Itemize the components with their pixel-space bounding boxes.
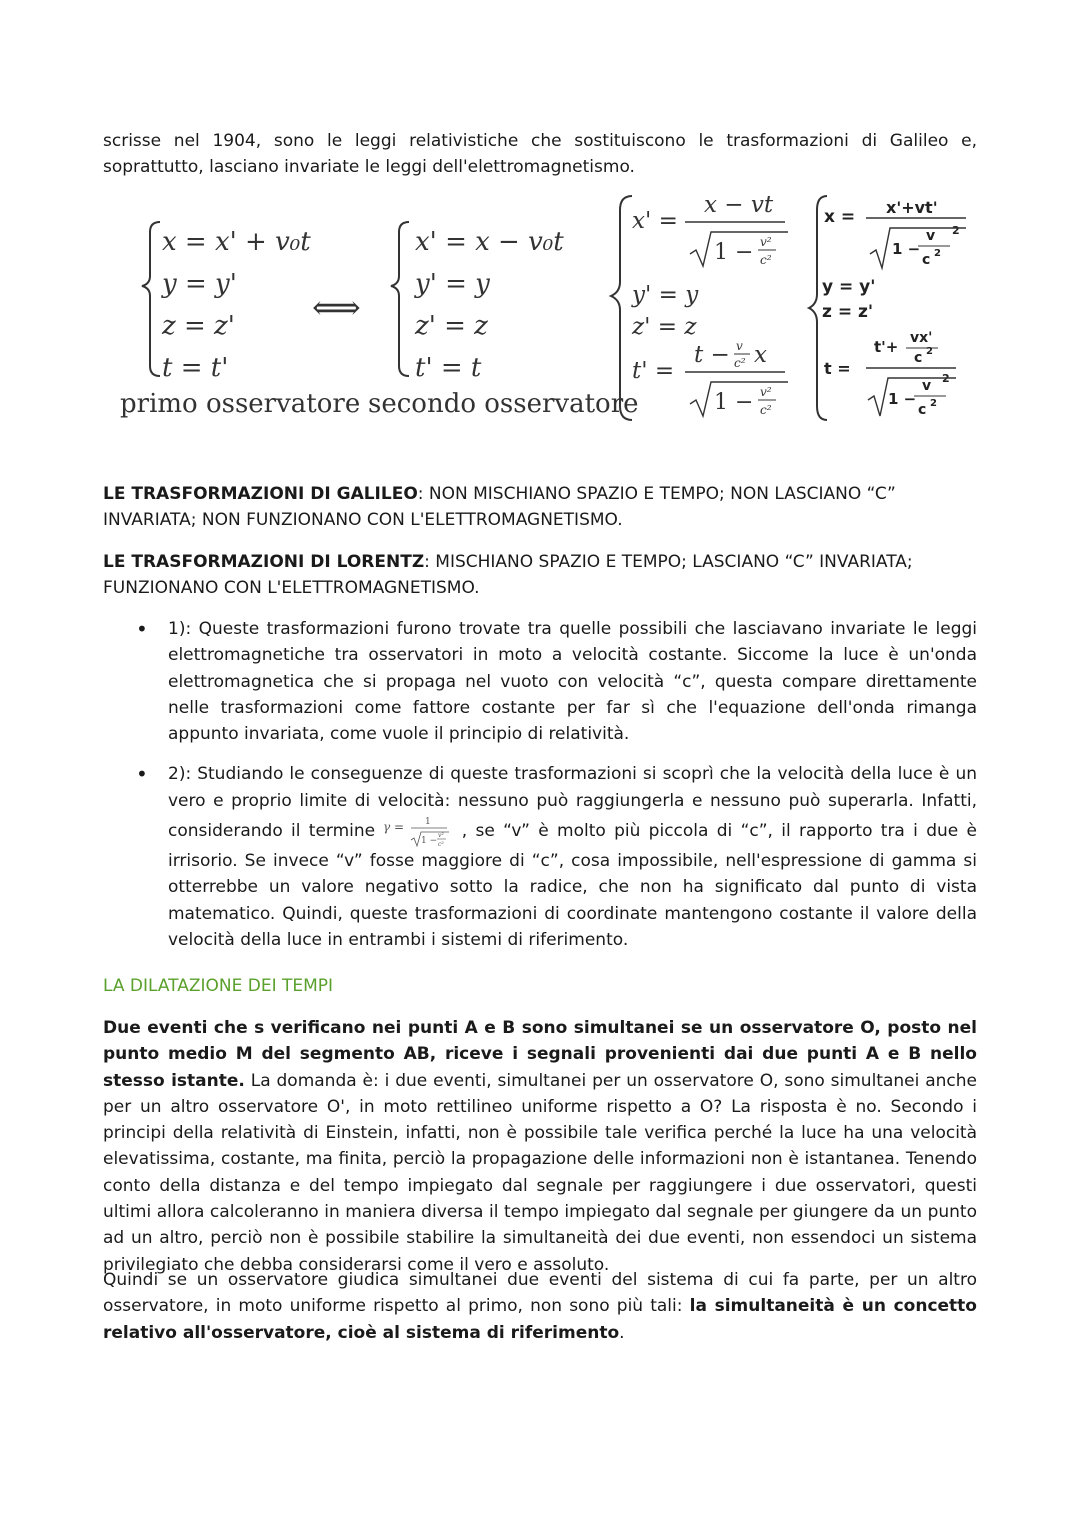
- inverse-t-exp-outer: 2: [942, 372, 950, 385]
- inverse-t-lhs: t =: [824, 359, 851, 378]
- lorentz-t-lhs: t' =: [632, 358, 675, 384]
- gamma-c2: c²: [438, 841, 445, 849]
- galileo-second-line-4: t' = t: [415, 353, 482, 383]
- inverse-t-num-c: c: [914, 350, 923, 366]
- consequences-list: [103, 616, 977, 953]
- secondo-osservatore-label: secondo osservatore: [368, 389, 639, 419]
- gamma-root-one: 1 −: [421, 836, 438, 847]
- conclusion-end: .: [619, 1322, 625, 1343]
- list-item: [103, 616, 977, 747]
- lorentz-t-num-x: x: [754, 342, 767, 368]
- inverse-x-numerator: x'+vt': [886, 198, 938, 217]
- gamma-v2: v²: [438, 832, 445, 840]
- gamma-formula: [383, 814, 453, 848]
- lorentz-t-v2: v²: [760, 385, 772, 399]
- galileo-second-line-2: y' = y: [415, 269, 490, 299]
- lorentz-summary-heading: LE TRASFORMAZIONI DI LORENTZ: [103, 552, 425, 572]
- lorentz-y-line: y' = y: [632, 282, 699, 308]
- inverse-z-line: z = z': [822, 302, 874, 322]
- lorentz-t-num-t: t −: [694, 342, 730, 368]
- lorentz-x-v2: v²: [760, 235, 772, 249]
- dilation-text: La domanda è: i due eventi, simultanei per un osservatore O, sono simultanei anche per un altro osservatore O', in moto rettilineo uniforme rispetto a O? La risposta è no. Secondo i principi della relatività di Einstein, infatti, non è possibile tale verifica perché la luce ha una velocità elevatissima, costante, ma finita, perciò la propagazione delle informazioni non è istantanea. Tenendo conto della distanza e del tempo impiegato dal segnale per raggiungere i due osservatori, questi ultimi allora calcoleranno in maniera diversa il tempo impiegato dal segnale per giungere da un punto ad un altro, perciò non è possibile stabilire la simultaneità dei due eventi, non essendoci un sistema privilegiato che debba considerarsi come il vero e assoluto.: [103, 1070, 977, 1275]
- lorentz-summary: [103, 549, 977, 602]
- galileo-first-line-1: x = x' + v₀t: [162, 227, 311, 257]
- galileo-summary-heading: LE TRASFORMAZIONI DI GALILEO: [103, 484, 418, 504]
- bullet-2-text-start: 2): Studiando le conseguenze di queste trasformazioni si scoprì che la velocità della luce è un vero e proprio limite di velocità: nessuno può raggiungerla e nessuno può superarla. Infatti, considerando il termine: [168, 764, 977, 842]
- inverse-y-line: y = y': [822, 277, 876, 297]
- inverse-x-exp-outer: 2: [952, 224, 960, 237]
- lorentz-t-root-one: 1 −: [714, 390, 754, 415]
- inverse-x-root-one: 1 −: [892, 240, 921, 258]
- inverse-x-c: c: [922, 252, 931, 268]
- lorentz-t-num-v: v: [736, 339, 743, 353]
- bullet-1-text: 1): Queste trasformazioni furono trovate tra quelle possibili che lasciavano invariate le leggi elettromagnetiche tra osservatori in moto a velocità costante. Siccome la luce è un'onda elettromagnetica che si propaga nel vuoto con velocità “c”, questa compare direttamente nelle trasformazioni come fattore costante per far sì che l'equazione dell'onda rimanga appunto invariata, come vuole il principio di relatività.: [168, 619, 977, 745]
- inverse-t-num-vx: vx': [910, 330, 933, 346]
- galileo-second-line-1: x' = x − v₀t: [415, 227, 564, 257]
- galileo-summary-text: : NON MISCHIANO SPAZIO E TEMPO; NON LASCIANO “C” INVARIATA; NON FUNZIONANO CON L'ELETTROMAGNETISMO.: [103, 484, 896, 531]
- galileo-second-line-3: z' = z: [415, 311, 488, 341]
- lorentz-z-line: z' = z: [632, 314, 697, 340]
- inverse-t-num-t: t'+: [874, 338, 899, 356]
- inverse-t-num-c-exp: 2: [926, 346, 933, 357]
- galileo-first-line-2: y = y': [162, 269, 237, 299]
- lorentz-t-num-c: c²: [734, 356, 746, 370]
- inverse-t-c-exp: 2: [930, 398, 937, 409]
- lorentz-inverse-system: [809, 196, 966, 420]
- bullet-icon: •: [136, 762, 148, 787]
- conclusion-bold: la simultaneità è un concetto relativo all'osservatore, cioè al sistema di riferimento: [103, 1296, 977, 1343]
- galileo-first-line-4: t = t': [162, 353, 229, 383]
- intro-text: scrisse nel 1904, sono le leggi relativistiche che sostituiscono le trasformazioni di Galileo e, soprattutto, lasciano invariate le leggi dell'elettromagnetismo.: [103, 131, 977, 178]
- dilation-paragraph: [103, 1015, 977, 1278]
- conclusion-paragraph: [103, 1267, 977, 1346]
- intro-paragraph: [103, 128, 977, 181]
- inverse-t-root-one: 1 −: [888, 390, 917, 408]
- bullet-2-text-end: , se “v” è molto più piccola di “c”, il rapporto tra i due è irrisorio. Se invece “v” fosse maggiore di “c”, cosa impossibile, nell'espressione di gamma si otterrebbe un valore negativo sotto la radice, che non ha significato dal punto di vista matematico. Quindi, queste trasformazioni di coordinate mantengono costante il valore della velocità della luce in entrambi i sistemi di riferimento.: [168, 821, 978, 950]
- equivalence-arrow-icon: ⟺: [312, 288, 361, 328]
- lorentz-summary-text: : MISCHIANO SPAZIO E TEMPO; LASCIANO “C” INVARIATA; FUNZIONANO CON L'ELETTROMAGNETISMO.: [103, 552, 913, 599]
- inverse-t-v: v: [922, 378, 932, 394]
- inverse-x-v: v: [926, 228, 936, 244]
- galileo-first-line-3: z = z': [162, 311, 235, 341]
- lorentz-x-root-one: 1 −: [714, 240, 754, 265]
- simultaneity-definition: Due eventi che s verificano nei punti A e B sono simultanei se un osservatore O, posto nel punto medio M del segmento AB, riceve i segnali provenienti dai due punti A e B nello stesso istante.: [103, 1018, 977, 1091]
- lorentz-x-numerator: x − vt: [704, 192, 774, 218]
- section-title: LA DILATAZIONE DEI TEMPI: [103, 976, 334, 996]
- inverse-x-lhs: x =: [824, 207, 856, 227]
- list-item: [103, 761, 977, 953]
- lorentz-x-c2: c²: [760, 253, 772, 267]
- conclusion-text: Quindi se un osservatore giudica simultanei due eventi del sistema di cui fa parte, per un altro osservatore, in moto uniforme rispetto al primo, non sono più tali:: [103, 1270, 977, 1317]
- primo-osservatore-label: primo osservatore: [120, 389, 361, 419]
- galileo-summary: [103, 481, 977, 534]
- lorentz-t-c2: c²: [760, 403, 772, 417]
- galileo-second-system: [368, 222, 639, 419]
- gamma-label: γ =: [383, 820, 405, 835]
- bullet-icon: •: [136, 617, 148, 641]
- gamma-numerator: 1: [425, 817, 432, 828]
- inverse-t-c: c: [918, 402, 927, 418]
- inverse-x-c-exp: 2: [934, 248, 941, 259]
- lorentz-x-lhs: x' =: [632, 208, 678, 234]
- lorentz-direct-system: [611, 192, 788, 420]
- transformations-formulas: [100, 184, 980, 434]
